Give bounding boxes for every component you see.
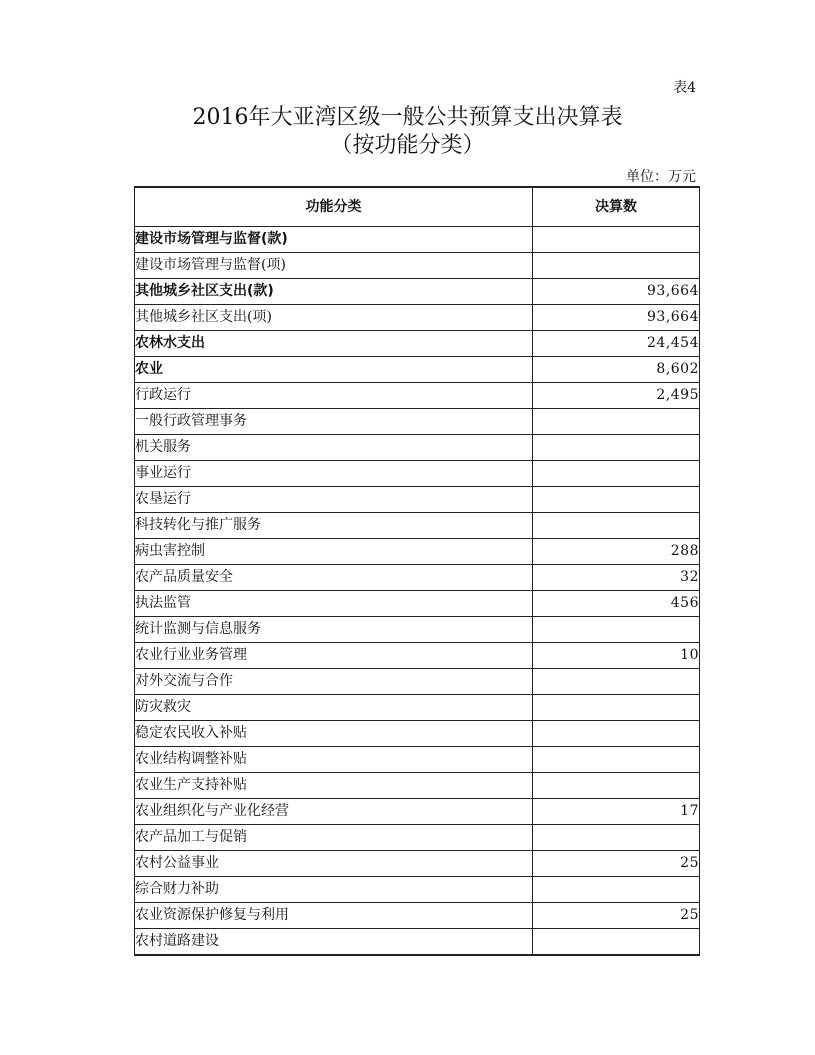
table-row bbox=[135, 331, 700, 357]
row-category-cell: 农业行业业务管理 bbox=[135, 643, 533, 669]
row-category-cell: 农产品质量安全 bbox=[135, 565, 533, 591]
row-category-cell: 综合财力补助 bbox=[135, 877, 533, 903]
table-row bbox=[135, 669, 700, 695]
row-amount-cell bbox=[533, 227, 700, 253]
table-row bbox=[135, 825, 700, 851]
table-row bbox=[135, 305, 700, 331]
row-category-cell: 科技转化与推广服务 bbox=[135, 513, 533, 539]
row-category-cell: 行政运行 bbox=[135, 383, 533, 409]
row-amount-cell bbox=[533, 877, 700, 903]
row-amount-cell bbox=[533, 461, 700, 487]
table-row bbox=[135, 721, 700, 747]
column-header-category: 功能分类 bbox=[135, 187, 533, 227]
table-row bbox=[135, 383, 700, 409]
table-row bbox=[135, 253, 700, 279]
row-category-cell: 执法监管 bbox=[135, 591, 533, 617]
row-amount-cell: 17 bbox=[533, 799, 700, 825]
table-header-row bbox=[135, 187, 700, 227]
row-category-cell: 农业组织化与产业化经营 bbox=[135, 799, 533, 825]
row-amount-cell bbox=[533, 669, 700, 695]
row-category-cell: 农业结构调整补贴 bbox=[135, 747, 533, 773]
row-category-cell: 对外交流与合作 bbox=[135, 669, 533, 695]
row-amount-cell: 25 bbox=[533, 851, 700, 877]
row-category-cell: 病虫害控制 bbox=[135, 539, 533, 565]
row-category-cell: 农林水支出 bbox=[135, 331, 533, 357]
row-category-cell: 机关服务 bbox=[135, 435, 533, 461]
row-amount-cell: 32 bbox=[533, 565, 700, 591]
row-category-cell: 事业运行 bbox=[135, 461, 533, 487]
row-category-cell: 其他城乡社区支出(项) bbox=[135, 305, 533, 331]
row-amount-cell: 288 bbox=[533, 539, 700, 565]
table-number: 表4 bbox=[673, 80, 696, 96]
expenditure-table bbox=[134, 186, 700, 956]
table-body bbox=[135, 227, 700, 956]
table-row bbox=[135, 539, 700, 565]
row-amount-cell: 25 bbox=[533, 903, 700, 929]
table-row bbox=[135, 929, 700, 956]
table-row bbox=[135, 773, 700, 799]
row-amount-cell bbox=[533, 747, 700, 773]
row-amount-cell: 24,454 bbox=[533, 331, 700, 357]
column-header-amount: 决算数 bbox=[533, 187, 700, 227]
row-amount-cell bbox=[533, 695, 700, 721]
row-category-cell: 农村道路建设 bbox=[135, 929, 533, 956]
row-category-cell: 其他城乡社区支出(款) bbox=[135, 279, 533, 305]
row-amount-cell: 8,602 bbox=[533, 357, 700, 383]
row-amount-cell bbox=[533, 435, 700, 461]
row-amount-cell: 456 bbox=[533, 591, 700, 617]
table-row bbox=[135, 565, 700, 591]
page-subtitle: （按功能分类） bbox=[330, 133, 485, 158]
row-category-cell: 农业 bbox=[135, 357, 533, 383]
row-amount-cell bbox=[533, 721, 700, 747]
table-row bbox=[135, 227, 700, 253]
row-amount-cell: 93,664 bbox=[533, 279, 700, 305]
table-row bbox=[135, 357, 700, 383]
row-category-cell: 农产品加工与促销 bbox=[135, 825, 533, 851]
table-row bbox=[135, 461, 700, 487]
row-category-cell: 农业生产支持补贴 bbox=[135, 773, 533, 799]
row-amount-cell bbox=[533, 773, 700, 799]
row-category-cell: 建设市场管理与监督(款) bbox=[135, 227, 533, 253]
table-row bbox=[135, 799, 700, 825]
table-row bbox=[135, 877, 700, 903]
table-row bbox=[135, 279, 700, 305]
table-row bbox=[135, 435, 700, 461]
row-amount-cell bbox=[533, 409, 700, 435]
table-row bbox=[135, 695, 700, 721]
row-amount-cell bbox=[533, 617, 700, 643]
row-category-cell: 统计监测与信息服务 bbox=[135, 617, 533, 643]
row-amount-cell: 2,495 bbox=[533, 383, 700, 409]
table-row bbox=[135, 903, 700, 929]
table-row bbox=[135, 513, 700, 539]
row-amount-cell bbox=[533, 513, 700, 539]
row-amount-cell bbox=[533, 929, 700, 956]
table-row bbox=[135, 643, 700, 669]
row-category-cell: 建设市场管理与监督(项) bbox=[135, 253, 533, 279]
table-row bbox=[135, 591, 700, 617]
row-category-cell: 农村公益事业 bbox=[135, 851, 533, 877]
table-row bbox=[135, 487, 700, 513]
row-category-cell: 稳定农民收入补贴 bbox=[135, 721, 533, 747]
row-category-cell: 防灾救灾 bbox=[135, 695, 533, 721]
row-amount-cell: 10 bbox=[533, 643, 700, 669]
row-category-cell: 农业资源保护修复与利用 bbox=[135, 903, 533, 929]
table-row bbox=[135, 851, 700, 877]
table-row bbox=[135, 409, 700, 435]
table-row bbox=[135, 617, 700, 643]
table-row bbox=[135, 747, 700, 773]
unit-label: 单位：万元 bbox=[626, 169, 696, 185]
row-amount-cell: 93,664 bbox=[533, 305, 700, 331]
row-category-cell: 一般行政管理事务 bbox=[135, 409, 533, 435]
row-amount-cell bbox=[533, 825, 700, 851]
row-amount-cell bbox=[533, 487, 700, 513]
row-amount-cell bbox=[533, 253, 700, 279]
row-category-cell: 农垦运行 bbox=[135, 487, 533, 513]
page-title: 2016年大亚湾区级一般公共预算支出决算表 bbox=[192, 105, 623, 130]
